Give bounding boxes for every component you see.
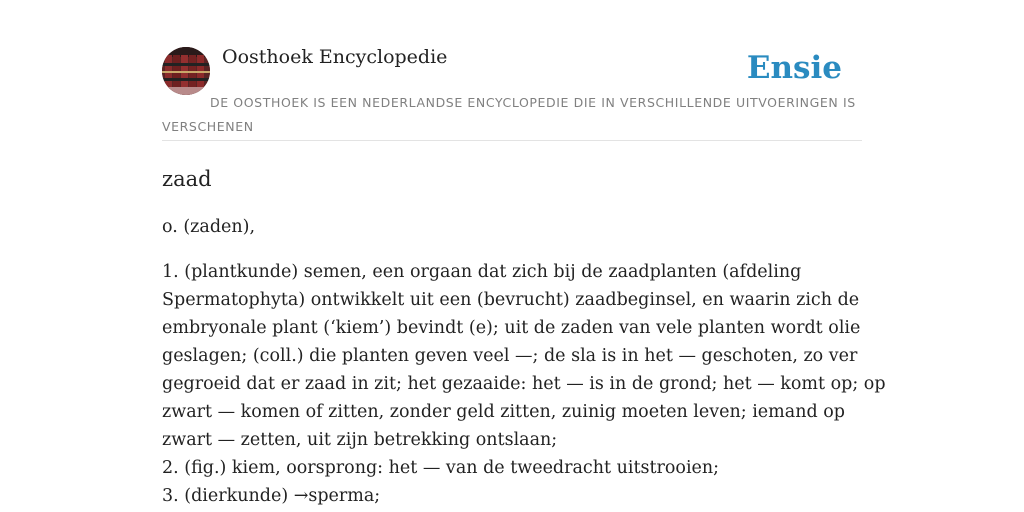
- ensie-logo-link[interactable]: Ensie: [746, 50, 842, 86]
- definition-line: Spermatophyta) ontwikkelt uit een (bevrucht) zaadbeginsel, en waarin zich de: [162, 290, 860, 310]
- definition-line: zwart — komen of zitten, zonder geld zitten, zuinig moeten leven; iemand op: [162, 402, 845, 422]
- definition-line: embryonale plant (‘kiem’) bevindt (e); uit de zaden van vele planten wordt olie: [162, 318, 861, 338]
- site-tagline: DE OOSTHOEK IS EEN NEDERLANDSE ENCYCLOPEDIE DIE IN VERSCHILLENDE UITVOERINGEN IS VERSCHENEN: [162, 95, 856, 134]
- definition-line: 3. (dierkunde) →sperma;: [162, 486, 381, 506]
- article-content: [162, 160, 886, 510]
- definition-line: 2. (fig.) kiem, oorsprong: het — van de tweedracht uitstrooien;: [162, 458, 720, 478]
- encyclopedia-books-icon[interactable]: [162, 47, 210, 95]
- site-header: [162, 42, 862, 141]
- grammar-note: o. (zaden),: [162, 217, 256, 237]
- site-title-link[interactable]: Oosthoek Encyclopedie: [222, 46, 448, 68]
- definition-line: geslagen; (coll.) die planten geven veel —; de sla is in het — geschoten, zo ver: [162, 346, 858, 366]
- definition-line: gegroeid dat er zaad in zit; het gezaaide: het — is in de grond; het — komt op; op: [162, 374, 886, 394]
- term-title: zaad: [162, 167, 212, 191]
- definition-text: [162, 258, 886, 510]
- definition-line: 1. (plantkunde) semen, een orgaan dat zich bij de zaadplanten (afdeling: [162, 262, 802, 282]
- definition-line: zwart — zetten, uit zijn betrekking ontslaan;: [162, 430, 558, 450]
